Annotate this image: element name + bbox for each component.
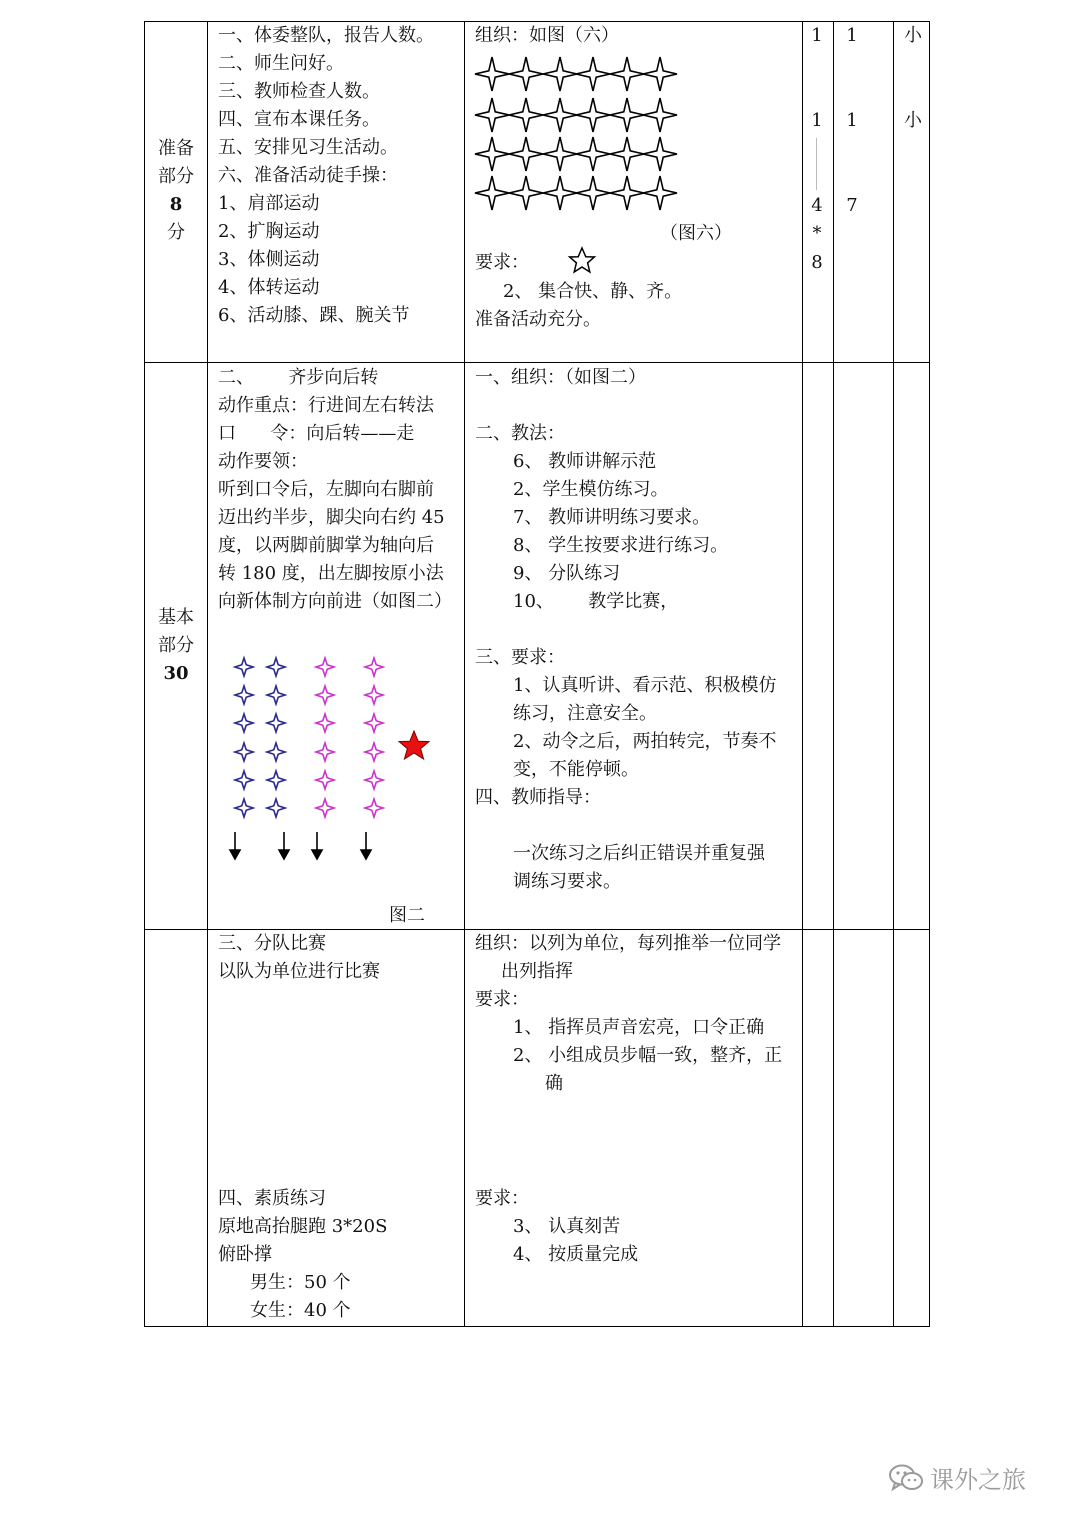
list-item: 10、 教学比赛， bbox=[513, 591, 679, 612]
basic-section-label bbox=[145, 604, 207, 688]
list-item: 二、师生问好。 bbox=[218, 53, 344, 74]
student-star-icon bbox=[610, 176, 644, 210]
teacher-star-icon bbox=[567, 246, 597, 276]
times-value: 1 bbox=[811, 110, 823, 131]
student-diamond-icon bbox=[316, 714, 334, 732]
third-org-a bbox=[475, 930, 782, 1098]
student-diamond-icon bbox=[365, 799, 383, 817]
table-border-right bbox=[929, 21, 930, 1327]
arrow-down-icon bbox=[279, 832, 289, 859]
list-item: 变，不能停顿。 bbox=[513, 759, 639, 780]
arrow-down-icon bbox=[361, 832, 371, 859]
student-star-icon bbox=[610, 57, 644, 91]
list-item: 7、 教师讲明练习要求。 bbox=[513, 507, 711, 528]
student-diamond-icon bbox=[235, 658, 253, 676]
list-item: 4、体转运动 bbox=[218, 277, 320, 298]
list-item: 要求： bbox=[475, 989, 529, 1010]
list-item: 9、 分队练习 bbox=[513, 563, 621, 584]
list-item: 俯卧撑 bbox=[218, 1244, 272, 1265]
list-item: 度，以两脚前脚掌为轴向后 bbox=[218, 535, 434, 556]
wechat-icon bbox=[888, 1463, 924, 1493]
list-item: 二、教法： bbox=[475, 423, 565, 444]
student-star-icon bbox=[475, 98, 509, 132]
list-item: 6、 教师讲解示范 bbox=[513, 451, 657, 472]
basic-section-line: 30 bbox=[163, 663, 189, 684]
list-item: 三、要求： bbox=[475, 647, 565, 668]
list-item: 原地高抬腿跑 3*20S bbox=[218, 1216, 388, 1237]
list-item: 一、体委整队，报告人数。 bbox=[218, 25, 434, 46]
watermark bbox=[888, 1460, 1026, 1495]
student-diamond-icon bbox=[267, 714, 285, 732]
list-item: 2、 小组成员步幅一致，整齐，正 bbox=[513, 1045, 783, 1066]
student-diamond-icon bbox=[235, 743, 253, 761]
intensity-value: 小 bbox=[904, 25, 922, 46]
list-item: 确 bbox=[545, 1073, 563, 1094]
march-direction-arrows bbox=[230, 832, 371, 859]
list-item: 一次练习之后纠正错误并重复强 bbox=[513, 843, 765, 864]
prep-section-line: 部分 bbox=[158, 166, 194, 187]
formation-row-3 bbox=[475, 137, 677, 171]
student-star-icon bbox=[543, 57, 577, 91]
list-item: 口 令：向后转——走 bbox=[218, 423, 415, 444]
duration-value: 1 bbox=[846, 25, 858, 46]
formation-row-2 bbox=[475, 98, 677, 132]
arrow-down-icon bbox=[312, 832, 322, 859]
student-star-icon bbox=[475, 137, 509, 171]
list-item: 五、安排见习生活动。 bbox=[218, 137, 398, 158]
prep-org-title: 组织：如图（六） bbox=[475, 25, 619, 46]
list-item: 6、活动膝、踝、腕关节 bbox=[218, 305, 410, 326]
student-diamond-icon bbox=[235, 771, 253, 789]
list-item: 3、 认真刻苦 bbox=[513, 1216, 621, 1237]
student-diamond-icon bbox=[316, 771, 334, 789]
student-diamond-icon bbox=[235, 799, 253, 817]
list-item: 2、动令之后，两拍转完，节奏不 bbox=[513, 731, 777, 752]
student-star-icon bbox=[643, 57, 677, 91]
table-border-bottom bbox=[144, 1326, 930, 1327]
formation-figure-two bbox=[225, 654, 455, 864]
prep-section-line: 分 bbox=[167, 222, 185, 243]
list-item: 调练习要求。 bbox=[513, 871, 621, 892]
student-star-icon bbox=[643, 98, 677, 132]
list-item: 2、学生模仿练习。 bbox=[513, 479, 669, 500]
intensity-value: 小 bbox=[904, 110, 922, 131]
student-diamond-icon bbox=[267, 658, 285, 676]
times-value: 8 bbox=[811, 252, 823, 273]
list-item: 四、教师指导： bbox=[475, 787, 601, 808]
student-diamond-icon bbox=[365, 771, 383, 789]
student-diamond-icon bbox=[316, 658, 334, 676]
list-item: 2、扩胸运动 bbox=[218, 221, 320, 242]
duration-value: 7 bbox=[846, 195, 858, 216]
fig-two-caption: 图二 bbox=[389, 905, 425, 926]
list-item: 四、宣布本课任务。 bbox=[218, 109, 380, 130]
list-item: 男生：50 个 bbox=[250, 1272, 351, 1293]
list-item: 动作重点：行进间左右转法 bbox=[218, 395, 434, 416]
student-star-icon bbox=[509, 98, 543, 132]
list-item: 动作要领： bbox=[218, 451, 308, 472]
list-item: 向新体制方向前进（如图二） bbox=[218, 591, 452, 612]
prep-org-lines bbox=[475, 278, 682, 334]
times-bracket-line bbox=[816, 138, 817, 190]
list-item: 三、分队比赛 bbox=[218, 933, 326, 954]
list-item: 迈出约半步，脚尖向右约 45 bbox=[218, 507, 445, 528]
student-star-icon bbox=[543, 98, 577, 132]
student-diamond-icon bbox=[267, 799, 285, 817]
blue-column-2 bbox=[267, 658, 285, 817]
watermark-text: 课外之旅 bbox=[930, 1466, 1026, 1494]
formation-figure-six bbox=[475, 56, 695, 206]
pink-column-2 bbox=[365, 658, 383, 817]
basic-content-list bbox=[218, 364, 452, 616]
student-star-icon bbox=[576, 57, 610, 91]
list-item: 转 180 度，出左脚按原小法 bbox=[218, 563, 444, 584]
student-star-icon bbox=[509, 176, 543, 210]
prep-req-label: 要求： bbox=[475, 252, 529, 273]
col-divider-2 bbox=[464, 21, 465, 1327]
col-divider-1 bbox=[207, 21, 208, 1327]
student-diamond-icon bbox=[267, 686, 285, 704]
student-star-icon bbox=[475, 176, 509, 210]
list-item: 2、 集合快、静、齐。 bbox=[503, 281, 683, 302]
prep-section-label bbox=[145, 135, 207, 247]
list-item: 准备活动充分。 bbox=[475, 309, 601, 330]
prep-content-list bbox=[218, 22, 434, 330]
fig-six-caption: （图六） bbox=[660, 223, 732, 244]
arrow-down-icon bbox=[230, 832, 240, 859]
list-item: 组织：以列为单位，每列推举一位同学 bbox=[475, 933, 781, 954]
duration-value: 1 bbox=[846, 110, 858, 131]
list-item: 1、 指挥员声音宏亮，口令正确 bbox=[513, 1017, 765, 1038]
list-item: 练习，注意安全。 bbox=[513, 703, 657, 724]
third-content-b bbox=[218, 1185, 387, 1325]
student-diamond-icon bbox=[365, 743, 383, 761]
col-divider-3 bbox=[802, 21, 803, 1327]
student-star-icon bbox=[610, 98, 644, 132]
list-item: 听到口令后，左脚向右脚前 bbox=[218, 479, 434, 500]
student-star-icon bbox=[643, 176, 677, 210]
list-item: 8、 学生按要求进行练习。 bbox=[513, 535, 729, 556]
times-value: * bbox=[812, 223, 822, 244]
list-item: 要求： bbox=[475, 1188, 529, 1209]
student-diamond-icon bbox=[316, 686, 334, 704]
col-divider-4 bbox=[833, 21, 834, 1327]
student-diamond-icon bbox=[235, 686, 253, 704]
times-value: 4 bbox=[811, 195, 823, 216]
list-item: 1、肩部运动 bbox=[218, 193, 320, 214]
student-star-icon bbox=[509, 57, 543, 91]
list-item: 3、体侧运动 bbox=[218, 249, 320, 270]
student-diamond-icon bbox=[365, 686, 383, 704]
third-content-a bbox=[218, 930, 380, 986]
basic-section-line: 部分 bbox=[158, 635, 194, 656]
blue-column-1 bbox=[235, 658, 253, 817]
student-star-icon bbox=[509, 137, 543, 171]
formation-row-1 bbox=[475, 57, 677, 91]
col-divider-5 bbox=[893, 21, 894, 1327]
student-diamond-icon bbox=[365, 714, 383, 732]
list-item: 一、组织：（如图二） bbox=[475, 367, 646, 388]
list-item: 1、认真听讲、看示范、积极模仿 bbox=[513, 675, 777, 696]
prep-section-line: 8 bbox=[169, 194, 183, 215]
student-diamond-icon bbox=[267, 743, 285, 761]
prep-section-line: 准备 bbox=[158, 138, 194, 159]
student-star-icon bbox=[543, 137, 577, 171]
pink-column-1 bbox=[316, 658, 334, 817]
list-item: 女生：40 个 bbox=[250, 1300, 351, 1321]
student-diamond-icon bbox=[267, 771, 285, 789]
third-org-b bbox=[475, 1185, 638, 1269]
list-item: 六、准备活动徒手操： bbox=[218, 165, 398, 186]
list-item: 三、教师检查人数。 bbox=[218, 81, 380, 102]
list-item: 以队为单位进行比赛 bbox=[218, 961, 380, 982]
basic-section-line: 基本 bbox=[158, 607, 194, 628]
student-star-icon bbox=[610, 137, 644, 171]
student-star-icon bbox=[543, 176, 577, 210]
student-star-icon bbox=[475, 57, 509, 91]
basic-org-list bbox=[475, 364, 776, 896]
student-star-icon bbox=[576, 98, 610, 132]
teacher-red-star-icon bbox=[399, 731, 429, 759]
student-diamond-icon bbox=[365, 658, 383, 676]
row-divider-1 bbox=[144, 362, 930, 363]
list-item: 二、 齐步向后转 bbox=[218, 367, 379, 388]
student-diamond-icon bbox=[316, 743, 334, 761]
student-star-icon bbox=[576, 176, 610, 210]
times-value: 1 bbox=[811, 25, 823, 46]
student-diamond-icon bbox=[316, 799, 334, 817]
student-star-icon bbox=[576, 137, 610, 171]
list-item: 4、 按质量完成 bbox=[513, 1244, 639, 1265]
list-item: 四、素质练习 bbox=[218, 1188, 326, 1209]
formation-row-4 bbox=[475, 176, 677, 210]
student-star-icon bbox=[643, 137, 677, 171]
student-diamond-icon bbox=[235, 714, 253, 732]
list-item: 出列指挥 bbox=[501, 961, 573, 982]
